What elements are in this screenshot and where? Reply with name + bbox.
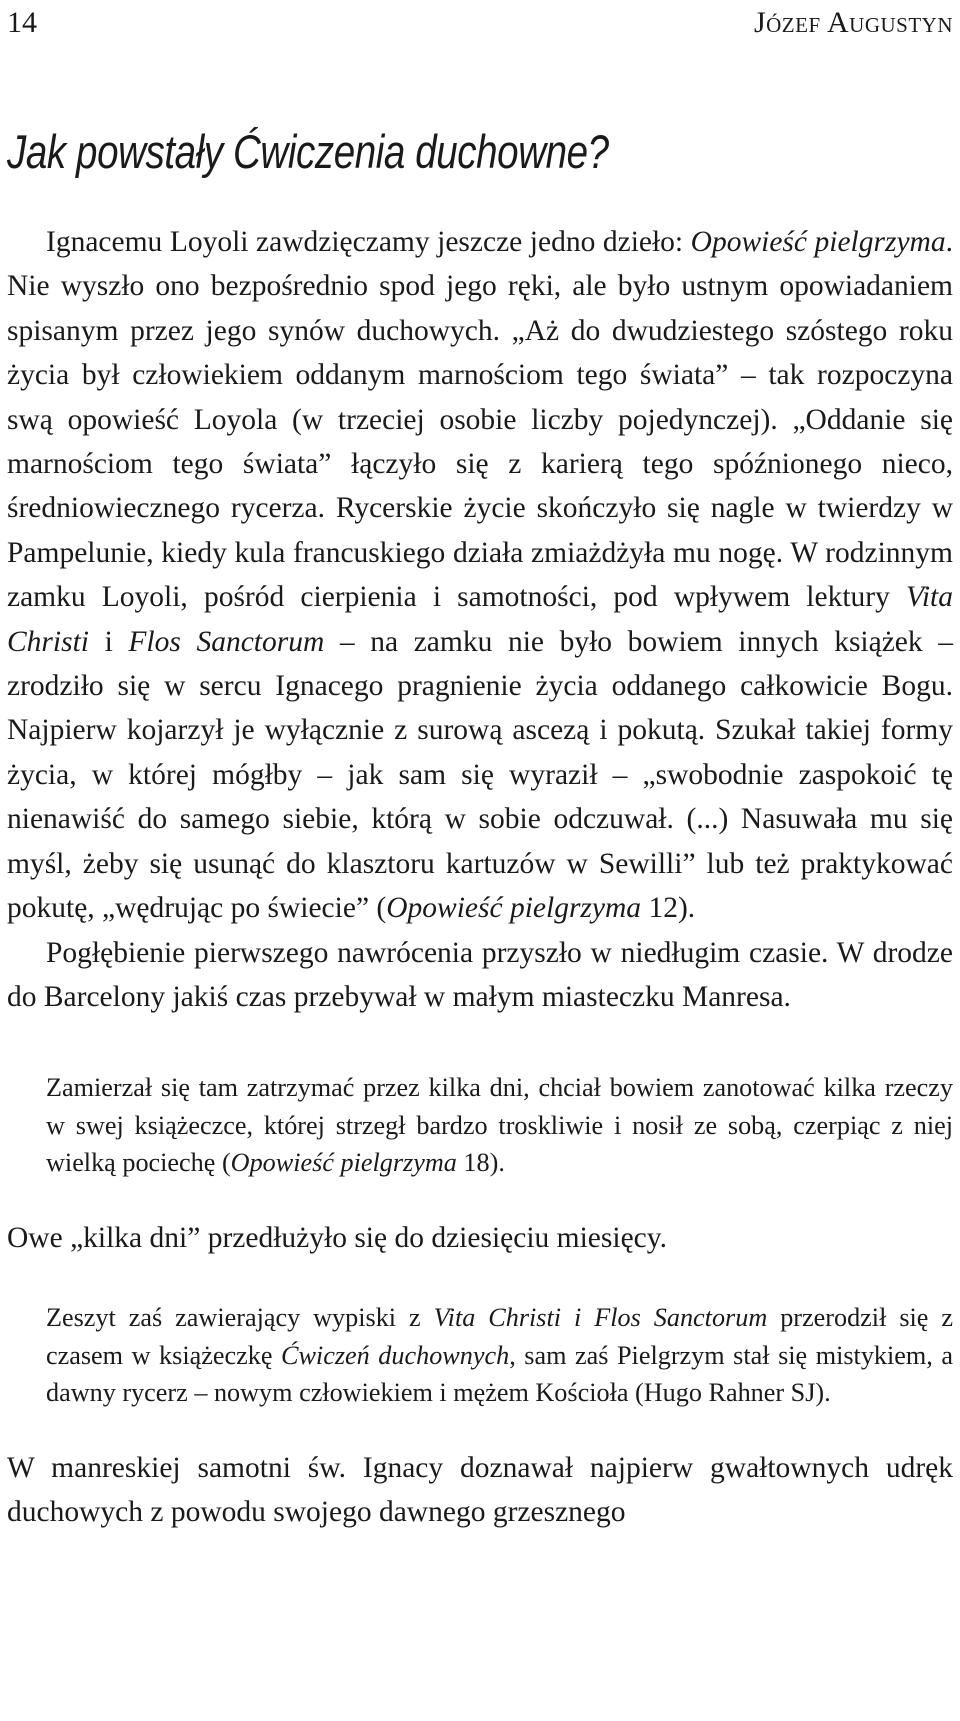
chapter-title: Jak powstały Ćwiczenia duchowne?: [7, 125, 609, 178]
paragraph-1-italic-title-1: Opowieść pielgrzyma: [690, 226, 946, 258]
paragraph-1-italic-title-4: Opowieść pielgrzyma: [386, 892, 642, 925]
block-quote-1: [7, 1069, 953, 1181]
quote-1-text-1: Zamierzał się tam zatrzymać przez kilka dni, chciał bowiem zanotować kilka rzeczy w swej książeczce, której strzegł bardzo troskliwie i nosił ze sobą, czerpiąc z niej wielką pociechę (: [46, 1073, 953, 1177]
quote-1-italic-title: Opowieść pielgrzyma: [230, 1147, 457, 1177]
quote-2-text-1: Zeszyt zaś zawierający wypiski z: [46, 1303, 434, 1333]
quote-2-italic-title-1: Vita Christi i Flos Sanctorum: [433, 1303, 768, 1333]
page-number: 14: [7, 6, 37, 39]
quote-2-text-3: , sam zaś Pielgrzym stał się mistykiem, a dawny rycerz – nowym człowiekiem i mężem Kościoła (Hugo Rahner SJ).: [46, 1340, 953, 1407]
block-quote-2: [7, 1299, 953, 1411]
paragraph-1-text-3: i: [88, 625, 129, 658]
body-paragraph-4: W manreskiej samotni św. Ignacy doznawał najpierw gwałtownych udręk duchowych z powodu swojego dawnego grzesznego: [7, 1451, 953, 1529]
body-paragraph-1: [7, 220, 953, 931]
quote-2-text-2: przerodził się z czasem w książeczkę: [46, 1303, 953, 1370]
body-paragraph-2: Pogłębienie pierwszego nawrócenia przyszło w niedługim czasie. W drodze do Barcelony jakiś czas przebywał w małym miasteczku Manresa.: [7, 936, 953, 1013]
paragraph-1-text-1: Ignacemu Loyoli zawdzięczamy jeszcze jedno dzieło:: [46, 226, 691, 258]
running-head: [7, 6, 953, 46]
running-head-author: Józef Augustyn: [753, 6, 953, 39]
paragraph-1-italic-title-3: Flos Sanctorum: [128, 625, 325, 658]
body-paragraph-3: Owe „kilka dni” przedłużyło się do dziesięciu miesięcy.: [7, 1221, 667, 1254]
paragraph-1-italic-title-2: Vita Christi: [7, 581, 953, 658]
book-page: [7, 0, 953, 1535]
quote-2-italic-title-2: Ćwiczeń duchownych: [281, 1340, 510, 1370]
paragraph-1-text-4: – na zamku nie było bowiem innych książek – zrodziło się w sercu Ignacego pragnienie życia oddanego całkowicie Bogu. Najpierw kojarzył je wyłącznie z surową ascezą i pokutą. Szukał takiej formy życia, w której mógłby – jak sam się wyraził – „swobodnie zaspokoić tę nienawiść do samego siebie, którą w sobie odczuwał. (...) Nasuwała mu się myśl, żeby się usunąć do klasztoru kartuzów w Sewilli” lub też praktykować pokutę, „wędrując po świecie” (: [7, 625, 954, 925]
paragraph-1-text-5: 12).: [641, 892, 696, 925]
quote-1-text-2: 18).: [456, 1147, 505, 1177]
paragraph-1-text-2: . Nie wyszło ono bezpośrednio spod jego ręki, ale było ustnym opowiadaniem spisanym przez jego synów duchowych. „Aż do dwudziestego szóstego roku życia był człowiekiem oddanym marnościom tego świata” – tak rozpoczyna swą opowieść Loyola (w trzeciej osobie liczby pojedynczej). „Oddanie się marnościom tego świata” łączyło się z karierą tego spóźnionego nieco, średniowiecznego rycerza. Rycerskie życie skończyło się nagle w twierdzy w Pampelunie, kiedy kula francuskiego działa zmiażdżyła mu nogę. W rodzinnym zamku Loyoli, pośród cierpienia i samotności, pod wpływem lektury: [7, 226, 953, 614]
